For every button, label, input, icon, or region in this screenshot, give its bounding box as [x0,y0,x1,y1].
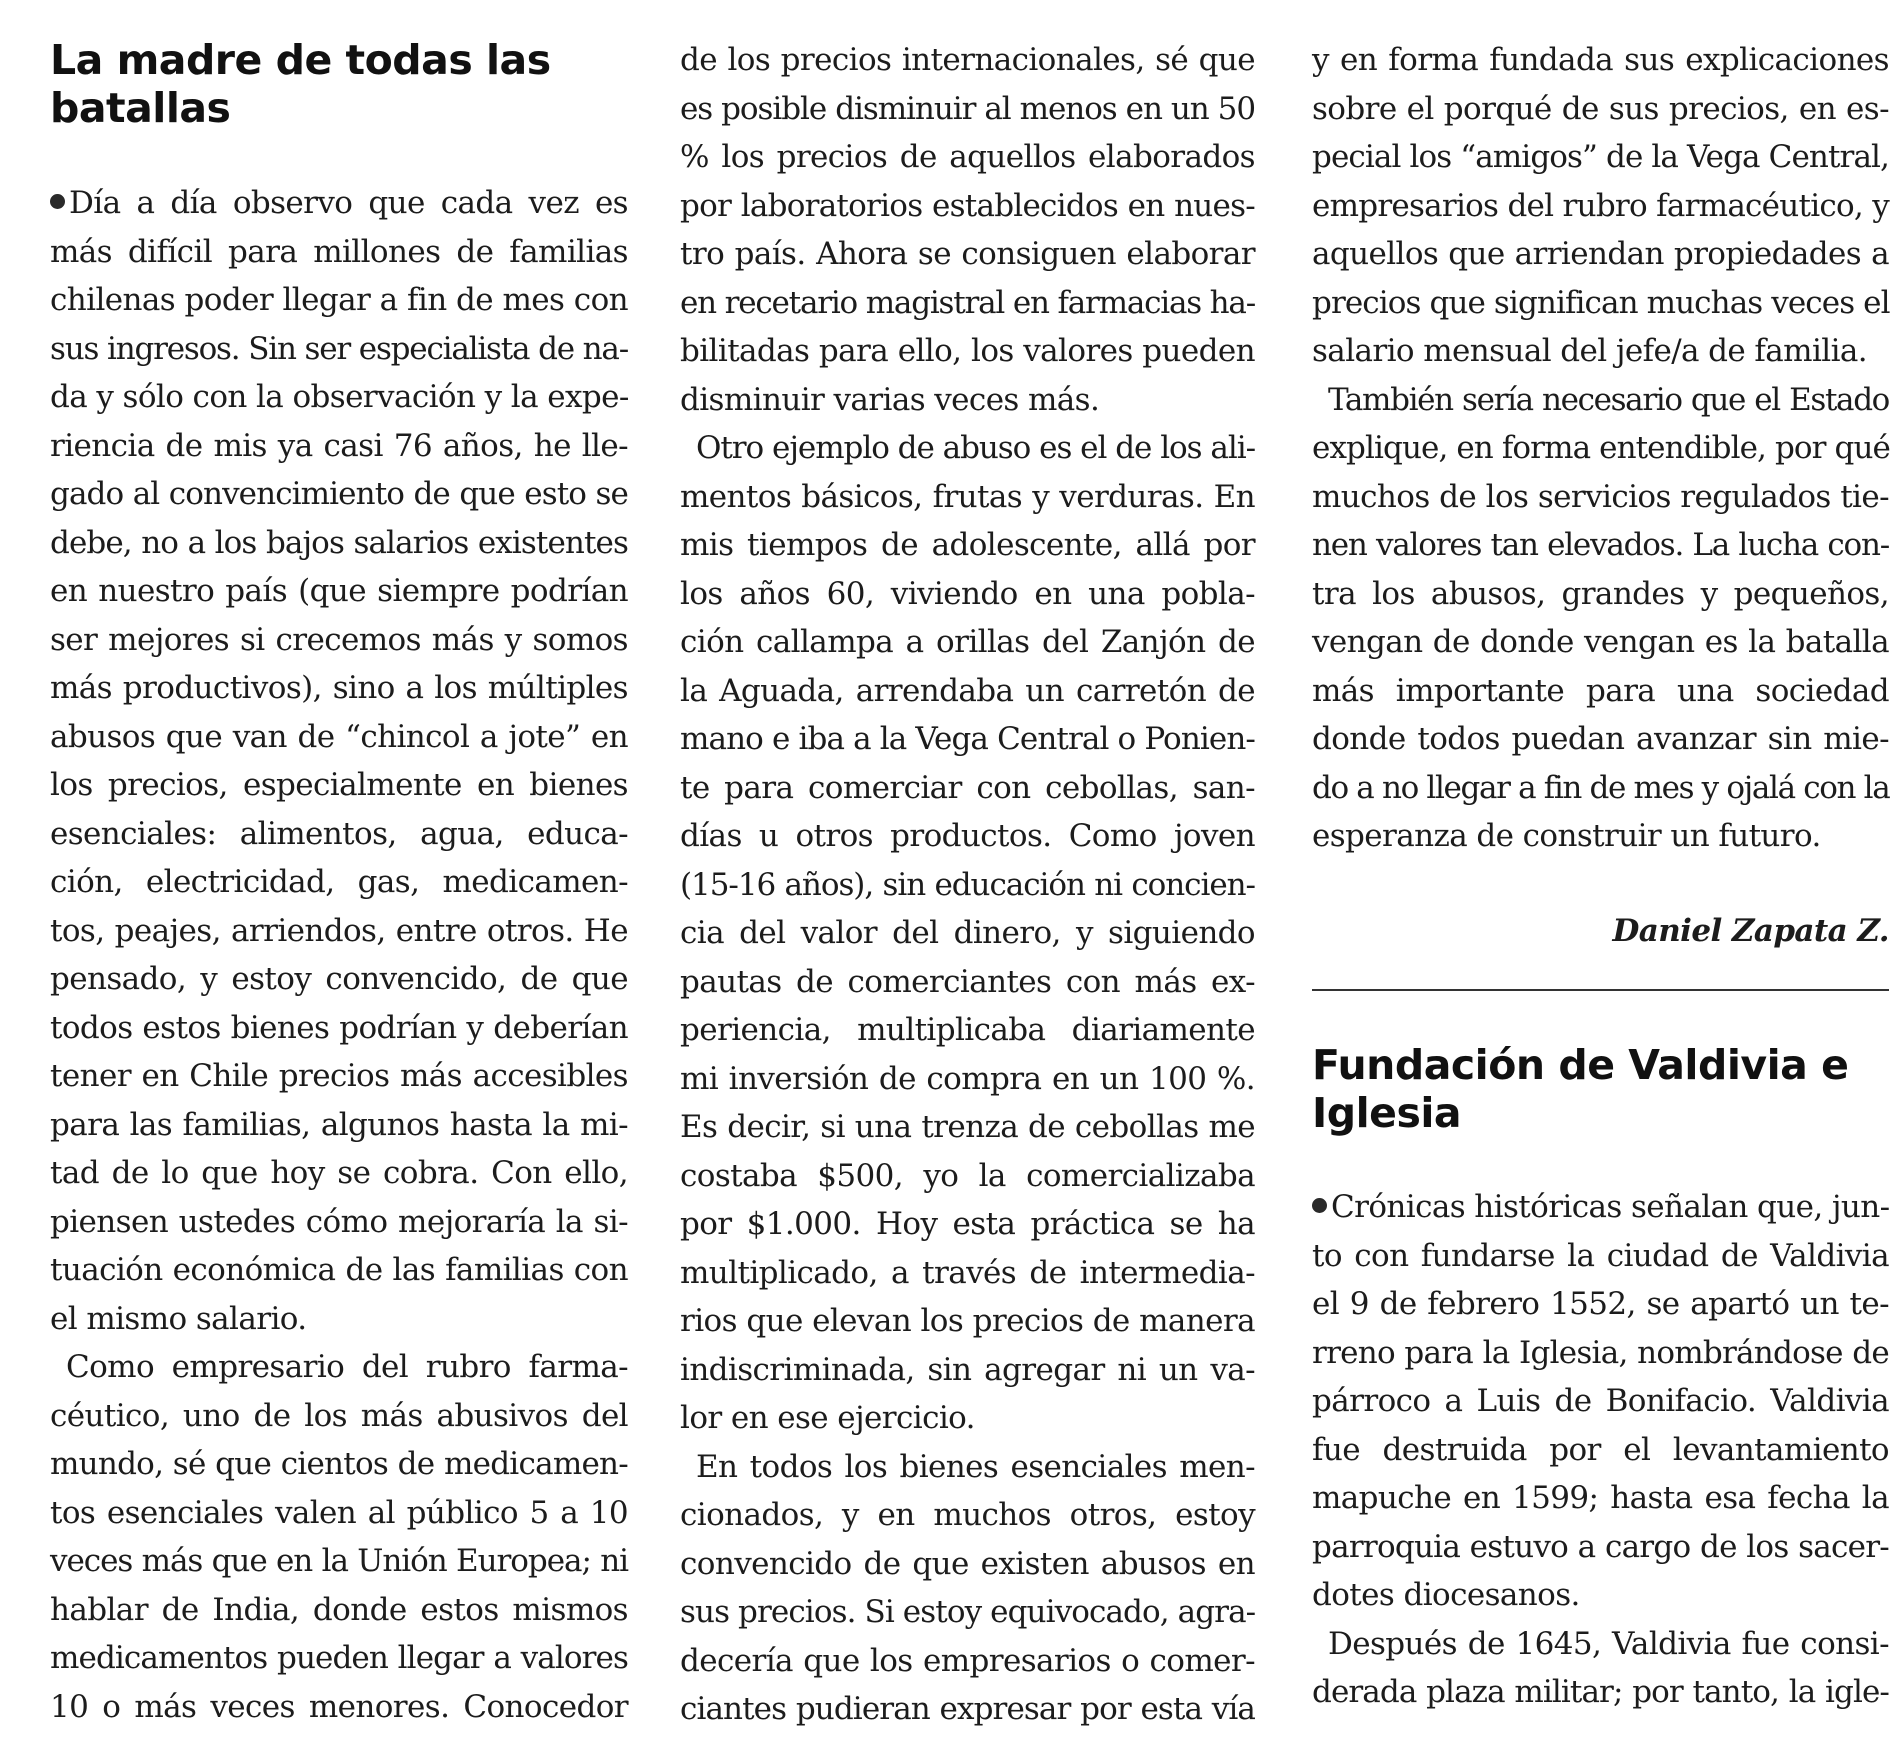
text-line: Día a día observo que cada vez es [50,179,628,228]
text-line: días u otros productos. Como joven [680,818,1255,854]
text-line: mapuche en 1599; hasta esa fecha la [1312,1480,1889,1516]
text-line: veces más que en la Unión Europea; ni [50,1543,628,1579]
text-line: do a no llegar a fin de mes y ojalá con la [1312,769,1890,806]
text-line: es posible disminuir al menos en un 50 [680,90,1255,127]
text-line: decería que los empresarios o comer- [680,1642,1255,1679]
text-line: mis tiempos de adolescente, allá por [680,527,1255,563]
text-line: parroquia estuvo a cargo de los sacer- [1312,1528,1889,1565]
text-line: pautas de comerciantes con más ex- [680,963,1255,1000]
text-line: Como empresario del rubro farma- [66,1349,628,1385]
headline-line: Fundación de Valdivia e [1312,1041,1849,1089]
text-line: pensado, y estoy convencido, de que [50,961,628,997]
text-line: por $1.000. Hoy esta práctica se ha [680,1206,1255,1242]
text-line: bilitadas para ello, los valores pueden [680,333,1255,369]
article-2-headline [1312,1041,1889,1137]
text-line: ción callampa a orillas del Zanjón de [680,624,1255,660]
text-line: vengan de donde vengan es la batalla [1312,624,1889,660]
text-line: cionados, y en muchos otros, estoy [680,1497,1255,1533]
text-line: riencia de mis ya casi 76 años, he lle- [50,427,628,464]
text-line: indiscriminada, sin agregar ni un va- [680,1351,1255,1388]
text-line: multiplicado, a través de intermedia- [680,1254,1255,1291]
text-line: mano e iba a la Vega Central o Ponien- [680,721,1255,757]
article-1-body-col2 [680,36,1255,1734]
text-line: convencido de que existen abusos en [680,1545,1255,1582]
text-line: Crónicas históricas señalan que, jun- [1312,1183,1889,1232]
text-line: para las familias, algunos hasta la mi- [50,1106,628,1143]
headline-line: batallas [50,84,231,132]
text-line: to con fundarse la ciudad de Valdivia [1312,1237,1889,1274]
text-line: gado al convencimiento de que esto se [50,476,628,512]
text-line: ser mejores si crecemos más y somos [50,621,628,658]
text-line: En todos los bienes esenciales men- [696,1448,1255,1485]
text-line: esperanza de construir un futuro. [1312,818,1821,854]
text-line: chilenas poder llegar a fin de mes con [50,282,628,318]
text-line: sobre el porqué de sus precios, en es- [1312,90,1889,127]
text-line: mentos básicos, frutas y verduras. En [680,478,1255,515]
column-3 [1312,36,1889,1717]
text-line: nen valores tan elevados. La lucha con- [1312,527,1889,563]
column-1 [50,36,628,1731]
text-line: lor en ese ejercicio. [680,1400,975,1436]
text-line: disminuir varias veces más. [680,381,1100,418]
text-line: fue destruida por el levantamiento [1312,1431,1889,1468]
text-line: explique, en forma entendible, por qué [1312,430,1891,466]
text-line: céutico, uno de los más abusivos del [50,1397,628,1434]
text-line: mi inversión de compra en un 100 %. [680,1060,1255,1097]
text-line: piensen ustedes cómo mejoraría la si- [50,1203,628,1240]
text-line: abusos que van de “chincol a jote” en [50,718,628,755]
text-line: la Aguada, arrendaba un carretón de [680,672,1255,709]
article-1-headline [50,36,628,132]
text-line: (15-16 años), sin educación ni concien- [680,866,1255,903]
text-line: tad de lo que hoy se cobra. Con ello, [50,1155,628,1191]
text-line: los precios, especialmente en bienes [50,767,628,803]
text-line: muchos de los servicios regulados tie- [1312,478,1889,515]
text-line: ción, electricidad, gas, medicamen- [50,864,628,900]
article-2-body [1312,1183,1889,1717]
text-line: párroco a Luis de Bonifacio. Valdivia [1312,1383,1889,1419]
article-1-signature: Daniel Zapata Z. [1612,912,1889,949]
text-line: el mismo salario. [50,1300,307,1337]
text-line: esenciales: alimentos, agua, educa- [50,815,628,852]
text-line: derada plaza militar; por tanto, la igle- [1312,1674,1889,1710]
text-line: más productivos), sino a los múltiples [50,670,628,706]
text-line: rreno para la Iglesia, nombrándose de [1312,1334,1889,1371]
text-line: precios que significan muchas veces el [1312,284,1890,321]
text-line: También sería necesario que el Estado [1328,381,1889,418]
text-line: da y sólo con la observación y la expe- [50,379,629,415]
text-line: debe, no a los bajos salarios existentes [50,524,628,561]
bullet-icon [1312,1198,1327,1213]
text-line: aquellos que arriendan propiedades a [1312,236,1889,272]
text-line: ciantes pudieran expresar por esta vía [680,1691,1255,1727]
text-line: dotes diocesanos. [1312,1577,1580,1613]
text-line: costaba $500, yo la comercializaba [680,1157,1255,1194]
headline-line: Iglesia [1312,1089,1462,1137]
text-line: % los precios de aquellos elaborados [680,139,1255,175]
text-line: pecial los “amigos” de la Vega Central, [1312,139,1889,175]
text-line: medicamentos pueden llegar a valores [50,1640,628,1676]
text-line: mundo, sé que cientos de medicamen- [50,1446,628,1482]
text-line: periencia, multiplicaba diariamente [680,1012,1255,1048]
text-line: y en forma fundada sus explicaciones [1312,42,1889,78]
bullet-icon [50,194,65,209]
text-line: tra los abusos, grandes y pequeños, [1312,575,1889,612]
article-1-body-col3 [1312,36,1889,861]
text-line: Es decir, si una trenza de cebollas me [680,1109,1255,1145]
text-line: tuación económica de las familias con [50,1252,628,1288]
text-line: tener en Chile precios más accesibles [50,1058,628,1094]
text-line: en nuestro país (que siempre podrían [50,573,628,609]
text-line: más difícil para millones de familias [50,233,628,270]
text-line: todos estos bienes podrían y deberían [50,1009,628,1046]
text-line: por laboratorios establecidos en nues- [680,187,1255,224]
text-line: donde todos puedan avanzar sin mie- [1312,721,1889,757]
text-line: cia del valor del dinero, y siguiendo [680,915,1255,951]
headline-line: La madre de todas las [50,36,551,84]
text-line: rios que elevan los precios de manera [680,1303,1255,1339]
text-line: más importante para una sociedad [1312,672,1889,709]
text-line: el 9 de febrero 1552, se apartó un te- [1312,1286,1889,1322]
text-line: tro país. Ahora se consiguen elaborar [680,236,1255,272]
text-line: en recetario magistral en farmacias ha- [680,284,1255,321]
article-1-body-col1 [50,179,628,1731]
column-2 [680,36,1255,1734]
text-line: de los precios internacionales, sé que [680,42,1255,78]
text-line: salario mensual del jefe/a de familia. [1312,333,1868,369]
text-line: 10 o más veces menores. Conocedor [50,1688,628,1725]
text-line: tos esenciales valen al público 5 a 10 [50,1494,628,1531]
text-line: Después de 1645, Valdivia fue consi- [1328,1625,1889,1662]
text-line: empresarios del rubro farmacéutico, y [1312,187,1889,224]
text-line: hablar de India, donde estos mismos [50,1591,628,1628]
text-line: sus precios. Si estoy equivocado, agra- [680,1594,1256,1630]
text-line: los años 60, viviendo en una pobla- [680,575,1255,612]
text-line: te para comerciar con cebollas, san- [680,769,1255,806]
text-line: tos, peajes, arriendos, entre otros. He [50,912,628,949]
text-line: sus ingresos. Sin ser especialista de na- [50,330,628,367]
text-line: Otro ejemplo de abuso es el de los ali- [696,430,1255,466]
